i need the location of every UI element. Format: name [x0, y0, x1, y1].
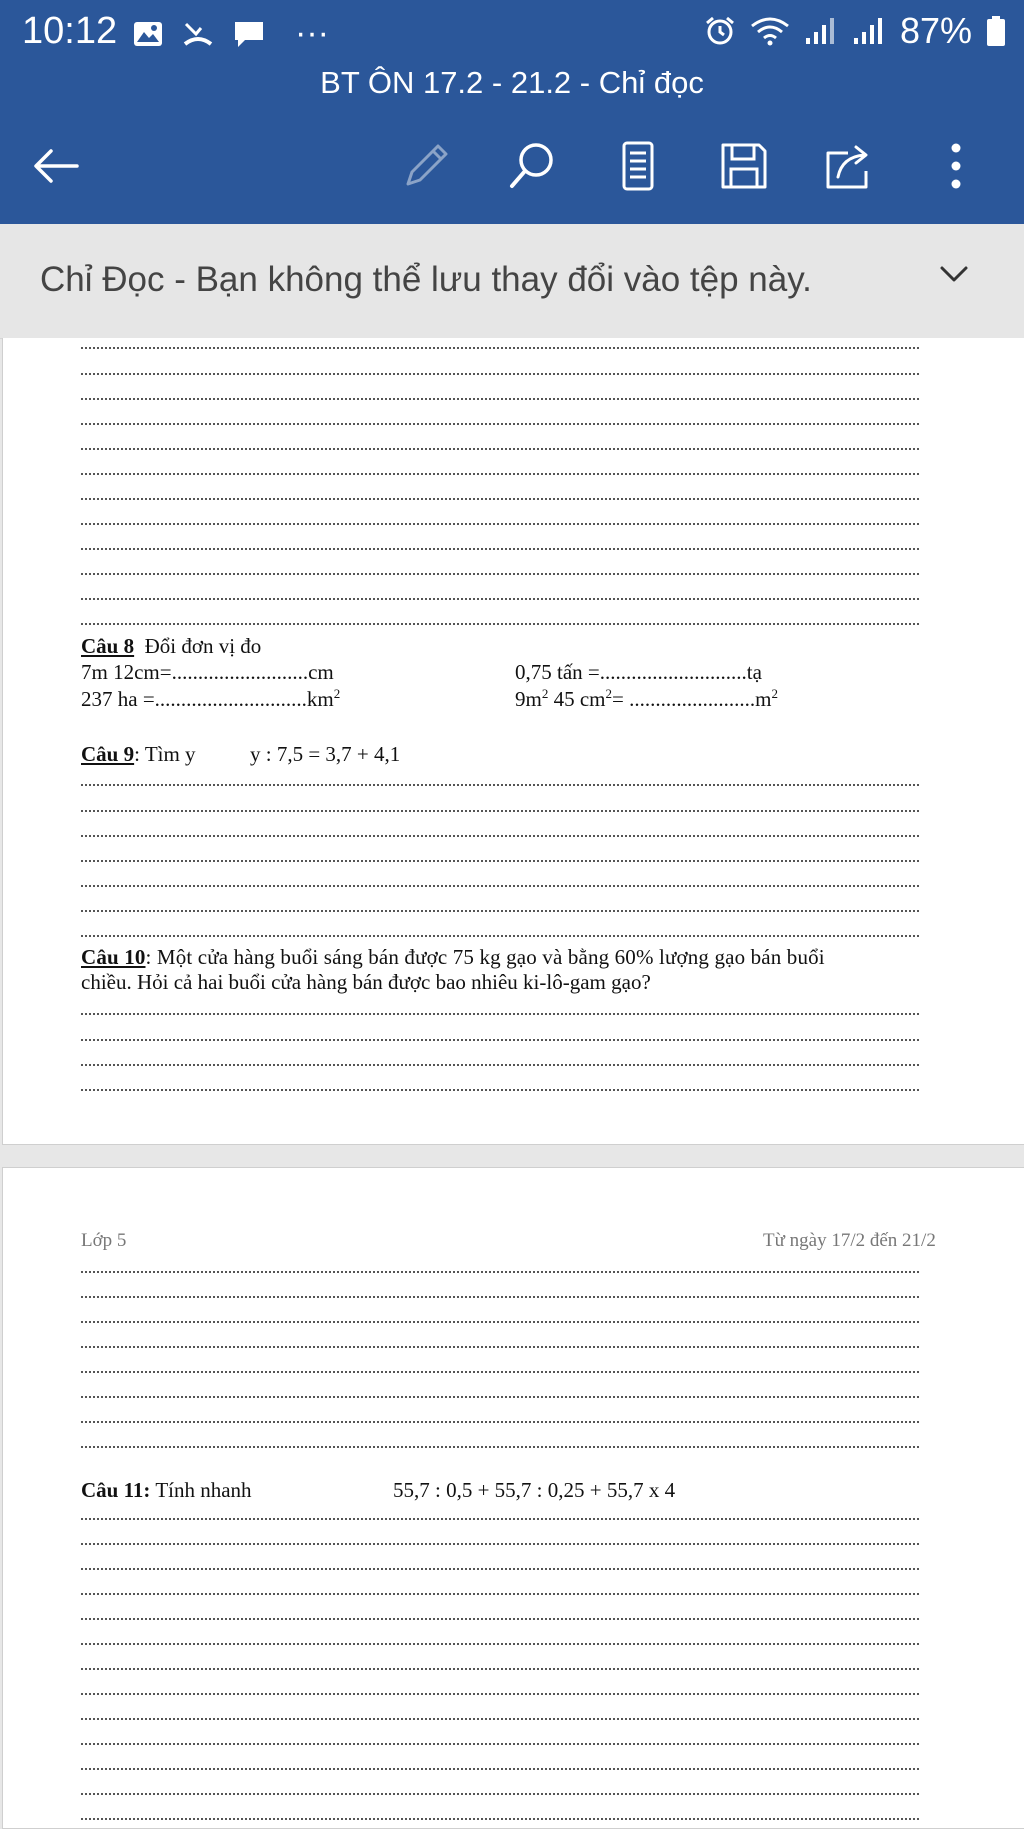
share-icon — [824, 141, 876, 191]
question-8-text: Đổi đơn vị đo — [144, 634, 262, 658]
answer-line — [81, 910, 919, 912]
more-vertical-icon — [948, 141, 964, 191]
conversion-1: 7m 12cm=..........................cm — [81, 660, 334, 684]
missed-call-icon — [183, 20, 213, 48]
notification-icons — [133, 14, 329, 53]
wifi-icon — [750, 16, 790, 46]
question-10-line-1 — [81, 945, 825, 970]
answer-line — [81, 1568, 919, 1570]
system-icons — [704, 10, 1006, 52]
question-9-colon-text: : Tìm y — [134, 742, 196, 766]
back-button[interactable] — [26, 136, 86, 196]
conversion-3-sup: 2 — [333, 686, 341, 701]
mobile-view-button[interactable] — [608, 136, 668, 196]
answer-line — [81, 1743, 919, 1745]
answer-line — [81, 1593, 919, 1595]
search-button[interactable] — [502, 136, 562, 196]
question-8-heading — [81, 634, 261, 659]
app-header — [0, 0, 1024, 224]
save-button[interactable] — [714, 136, 774, 196]
chevron-down-icon — [938, 262, 970, 286]
answer-line — [81, 573, 919, 575]
answer-line — [81, 1296, 919, 1298]
answer-line — [81, 1371, 919, 1373]
conversion-2: 0,75 tấn =............................tạ — [515, 660, 762, 684]
answer-line — [81, 423, 919, 425]
answer-line — [81, 1668, 919, 1670]
answer-line — [81, 835, 919, 837]
answer-line — [81, 1013, 919, 1015]
question-10-line-2: chiều. Hỏi cả hai buổi cửa hàng bán được bao nhiêu ki-lô-gam gạo? — [81, 970, 651, 994]
answer-line — [81, 598, 919, 600]
document-page-2 — [2, 1167, 1024, 1829]
conversion-4-sup-1: 2 — [541, 686, 549, 701]
document-page-1 — [2, 338, 1024, 1145]
page-header-left: Lớp 5 — [81, 1230, 127, 1251]
question-9-equation: y : 7,5 = 3,7 + 4,1 — [250, 742, 401, 766]
answer-line — [81, 935, 919, 937]
answer-line — [81, 860, 919, 862]
document-title: BT ÔN 17.2 - 21.2 - Chỉ đọc — [320, 65, 704, 100]
conversion-4 — [515, 686, 778, 712]
answer-line — [81, 1346, 919, 1348]
signal-icon-2 — [852, 16, 886, 46]
status-time: 10:12 — [22, 10, 118, 52]
read-only-banner[interactable] — [0, 224, 1024, 339]
battery-percent: 87% — [899, 10, 972, 51]
question-10-text-1: : Một cửa hàng buổi sáng bán được 75 kg gạo và bằng 60% lượng gạo bán buổi — [145, 945, 825, 969]
question-11-label: Câu 11: — [81, 1478, 151, 1502]
conversion-4-sup-2: 2 — [605, 686, 612, 701]
conversion-4-b: 45 cm — [548, 687, 606, 711]
answer-line — [81, 1446, 919, 1448]
question-11-text: Tính nhanh — [155, 1478, 252, 1502]
answer-line — [81, 473, 919, 475]
answer-line — [81, 1793, 919, 1795]
question-9-heading — [81, 742, 196, 767]
read-only-message: Chỉ Đọc - Bạn không thể lưu thay đổi vào tệp này. — [40, 260, 812, 299]
answer-line — [81, 1543, 919, 1545]
share-button[interactable] — [820, 136, 880, 196]
answer-line — [81, 1089, 919, 1091]
answer-line — [81, 498, 919, 500]
edit-button[interactable] — [396, 136, 456, 196]
answer-line — [81, 1321, 919, 1323]
question-11-heading — [81, 1478, 252, 1503]
answer-line — [81, 1643, 919, 1645]
conversion-4-a: 9m — [515, 687, 542, 711]
save-icon — [719, 141, 769, 191]
page-header-right: Từ ngày 17/2 đến 21/2 — [763, 1230, 936, 1251]
conversion-3 — [81, 686, 340, 712]
answer-line — [81, 1693, 919, 1695]
more-options-button[interactable] — [926, 136, 986, 196]
pencil-icon — [400, 140, 452, 192]
search-icon — [506, 140, 558, 192]
mobile-view-icon — [620, 140, 656, 192]
answer-line — [81, 1718, 919, 1720]
answer-line — [81, 1421, 919, 1423]
answer-line — [81, 1518, 919, 1520]
conversion-3-text: 237 ha =.............................km — [81, 687, 334, 711]
message-icon — [233, 20, 265, 48]
answer-line — [81, 885, 919, 887]
answer-line — [81, 548, 919, 550]
answer-line — [81, 373, 919, 375]
status-bar — [0, 0, 1024, 62]
conversion-4-c: = ........................m — [612, 687, 772, 711]
answer-line — [81, 347, 919, 349]
more-notifications-indicator: ··· — [295, 14, 329, 52]
question-8-label: Câu 8 — [81, 634, 135, 658]
answer-line — [81, 623, 919, 625]
answer-line — [81, 1768, 919, 1770]
arrow-left-icon — [31, 146, 81, 186]
answer-line — [81, 1618, 919, 1620]
question-11-expression: 55,7 : 0,5 + 55,7 : 0,25 + 55,7 x 4 — [393, 1478, 676, 1502]
conversion-4-sup-3: 2 — [771, 686, 778, 701]
answer-line — [81, 1039, 919, 1041]
alarm-icon — [704, 15, 736, 47]
signal-icon — [804, 16, 838, 46]
answer-line — [81, 448, 919, 450]
answer-line — [81, 1064, 919, 1066]
question-9-label: Câu 9 — [81, 742, 135, 766]
answer-line — [81, 810, 919, 812]
expand-banner-button[interactable] — [938, 262, 970, 291]
answer-line — [81, 1396, 919, 1398]
answer-line — [81, 398, 919, 400]
answer-line — [81, 784, 919, 786]
answer-line — [81, 1271, 919, 1273]
image-icon — [133, 21, 163, 47]
question-10-label: Câu 10 — [81, 945, 146, 969]
battery-icon — [986, 15, 1006, 47]
answer-line — [81, 523, 919, 525]
